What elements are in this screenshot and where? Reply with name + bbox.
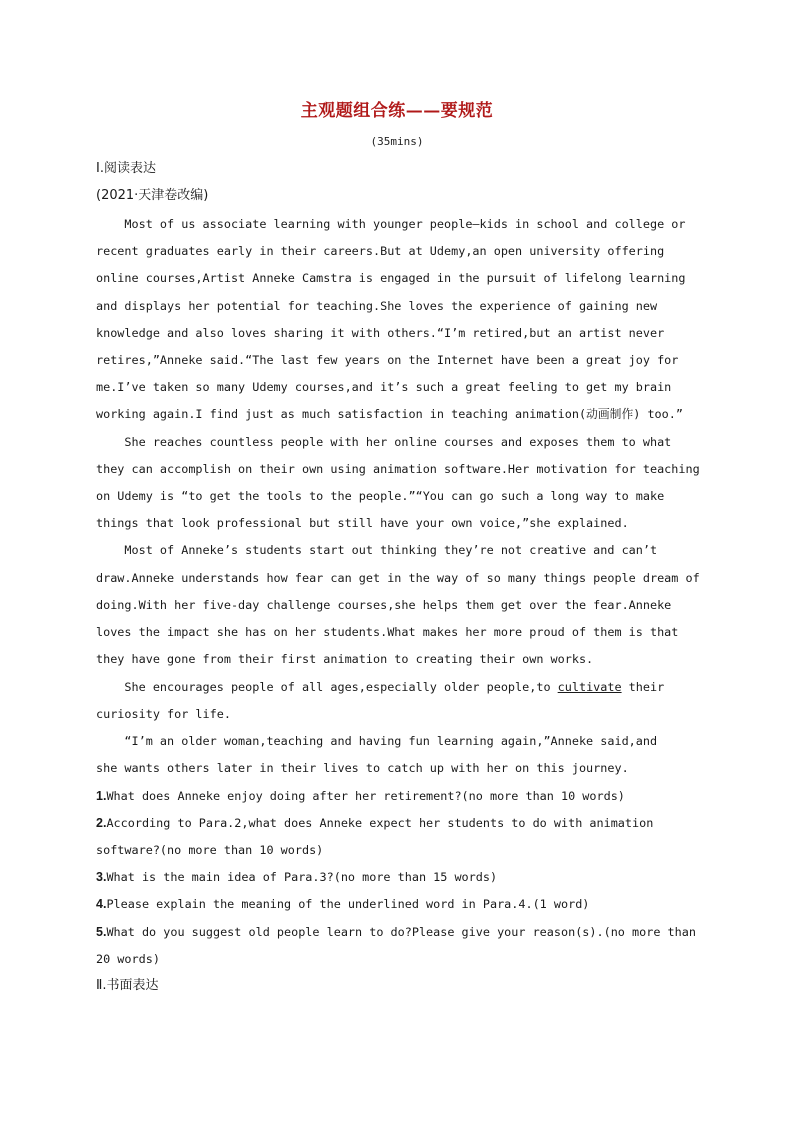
passage-line: online courses,Artist Anneke Camstra is engaged in the pursuit of lifelong learning xyxy=(96,271,686,285)
passage-line: draw.Anneke understands how fear can get in the way of so many things people dream of xyxy=(96,571,700,585)
passage-line: curiosity for life. xyxy=(96,707,231,721)
source-note: (2021·天津卷改编) xyxy=(96,188,209,203)
passage-line: working again.I find just as much satisfaction in teaching animation(动画制作) too.” xyxy=(96,407,683,421)
passage-line: things that look professional but still have your own voice,”she explained. xyxy=(96,516,629,530)
passage-line: She reaches countless people with her online courses and exposes them to what xyxy=(96,435,672,449)
passage-line: Most of us associate learning with younger people—kids in school and college or xyxy=(96,217,686,231)
question-number: 3. xyxy=(96,870,107,884)
question-text: According to Para.2,what does Anneke expect her students to do with animation xyxy=(106,816,654,830)
question-number: 1. xyxy=(96,789,107,803)
passage-line: on Udemy is “to get the tools to the people.”“You can go such a long way to make xyxy=(96,489,665,503)
question-text: What do you suggest old people learn to do?Please give your reason(s).(no more than xyxy=(106,925,696,939)
passage-line: they can accomplish on their own using animation software.Her motivation for teaching xyxy=(96,462,700,476)
passage-line: Most of Anneke’s students start out thinking they’re not creative and can’t xyxy=(96,543,658,557)
passage-text: their xyxy=(621,680,665,694)
passage-line: doing.With her five-day challenge courses,she helps them get over the fear.Anneke xyxy=(96,598,672,612)
passage-line: loves the impact she has on her students.What makes her more proud of them is that xyxy=(96,625,679,639)
passage-line xyxy=(96,680,664,694)
question-5-cont: 20 words) xyxy=(96,952,160,966)
question-2 xyxy=(96,816,653,830)
time-limit: (35mins) xyxy=(370,135,424,148)
question-4 xyxy=(96,897,589,911)
question-2-cont: software?(no more than 10 words) xyxy=(96,843,324,857)
passage-line: recent graduates early in their careers.But at Udemy,an open university offering xyxy=(96,244,665,258)
passage-line: knowledge and also loves sharing it with others.“I’m retired,but an artist never xyxy=(96,326,665,340)
passage-text: She encourages people of all ages,especially older people,to xyxy=(96,680,558,694)
section-heading-reading: Ⅰ.阅读表达 xyxy=(96,161,156,176)
underlined-word: cultivate xyxy=(557,680,622,694)
passage-line: me.I’ve taken so many Udemy courses,and it’s such a great feeling to get my brain xyxy=(96,380,672,394)
question-1 xyxy=(96,789,625,803)
question-5 xyxy=(96,925,696,939)
question-text: What does Anneke enjoy doing after her retirement?(no more than 10 words) xyxy=(106,789,625,803)
passage-line: they have gone from their first animation to creating their own works. xyxy=(96,652,594,666)
passage-line: she wants others later in their lives to catch up with her on this journey. xyxy=(96,761,629,775)
page-title: 主观题组合练——要规范 xyxy=(300,101,494,121)
question-number: 4. xyxy=(96,897,107,911)
passage-line: “I’m an older woman,teaching and having fun learning again,”Anneke said,and xyxy=(96,734,658,748)
question-number: 5. xyxy=(96,925,107,939)
question-3 xyxy=(96,870,497,884)
passage-line: and displays her potential for teaching.She loves the experience of gaining new xyxy=(96,299,658,313)
question-number: 2. xyxy=(96,816,107,830)
section-heading-writing: Ⅱ.书面表达 xyxy=(96,978,159,993)
question-text: Please explain the meaning of the underlined word in Para.4.(1 word) xyxy=(106,897,590,911)
passage-line: retires,”Anneke said.“The last few years on the Internet have been a great joy for xyxy=(96,353,679,367)
question-text: What is the main idea of Para.3?(no more than 15 words) xyxy=(106,870,498,884)
